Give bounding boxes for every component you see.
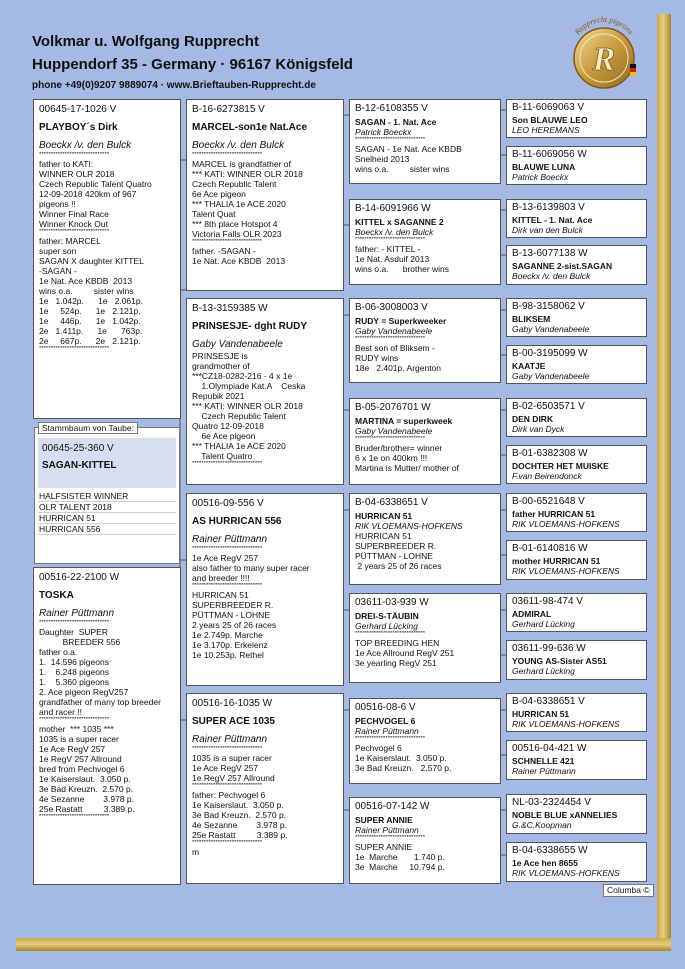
columba-credit: Columba © <box>603 884 654 897</box>
subject-info-line: HURRICAN 51 <box>38 513 176 524</box>
pedigree-card-gen3[interactable] <box>349 493 501 585</box>
ring-number: B-04-6338651 V <box>355 497 428 508</box>
pigeon-name: YOUNG AS-Sister AS51 <box>512 656 607 666</box>
pigeon-name: AS HURRICAN 556 <box>192 516 282 527</box>
pigeon-name: father HURRICAN 51 <box>512 509 596 519</box>
ring-number: 03611-99-636 W <box>512 643 586 654</box>
ring-number: B-02-6503571 V <box>512 401 585 412</box>
ring-number: 00516-07-142 W <box>355 801 430 812</box>
pigeon-name: mother HURRICAN 51 <box>512 556 601 566</box>
breeder-address: Huppendorf 35 - Germany · 96167 Königsfeld <box>32 56 353 73</box>
separator: ****************************** <box>355 736 426 742</box>
separator: ****************************** <box>192 746 263 752</box>
pedigree-card-gen2[interactable] <box>186 99 344 291</box>
pigeon-name: PECHVOGEL 6 <box>355 716 416 726</box>
ring-number: B-00-3195099 W <box>512 348 588 359</box>
pigeon-name: KITTEL x SAGANNE 2 <box>355 217 444 227</box>
pedigree-card-mother[interactable] <box>33 567 181 885</box>
ring-number: 00516-08-6 V <box>355 702 416 713</box>
pedigree-card-gen2[interactable] <box>186 693 344 884</box>
pigeon-name: SAGAN - 1. Nat. Ace <box>355 117 437 127</box>
separator: ****************************** <box>192 461 263 467</box>
subject-info-line: OLR TALENT 2018 <box>38 502 176 513</box>
pedigree-card-gen3[interactable] <box>349 298 501 383</box>
separator: ****************************** <box>39 346 110 352</box>
breeder: Rainer Püttmann <box>39 608 115 619</box>
pedigree-card-gen4[interactable] <box>506 445 647 484</box>
ring-number: B-05-2076701 W <box>355 402 431 413</box>
breeder: Patrick Boeckx <box>355 127 412 137</box>
pigeon-info: MARCEL is grandfather of *** KATI: WINNER OLR 2018 Czech Republic Talent 6e Ace pigeon *** THALIA 1e ACE 2020 Talent Quat *** 8th place Hotspot 4 Victoria Falls OLR 2023 <box>192 159 303 239</box>
ring-number: 00516-16-1035 W <box>192 698 273 709</box>
ring-number: B-04-6338655 W <box>512 845 588 856</box>
pigeon-name: SUPER ANNIE <box>355 815 413 825</box>
pigeon-info-2: father: MARCEL super son SAGAN X daughter KITTEL -SAGAN - 1e Nat. Ace KBDB 2013 wins o.a. sister wins 1e 1.042p. 1e 2.061p. 1e 524p. 1e 2.121p. 1e 446p. 1e 1.042p. 2e 1.411p. 1e 763p. 2e 667p. 2e 2.121p. <box>39 236 144 346</box>
ring-number: 00516-04-421 W <box>512 743 587 754</box>
pigeon-info-3: m <box>192 847 200 857</box>
pigeon-info: HURRICAN 51 SUPERBREEDER R. PÜTTMAN - LOHNE 2 years 25 of 26 races <box>355 531 442 571</box>
pedigree-card-gen4[interactable] <box>506 593 647 632</box>
pigeon-info: father: - KITTEL - 1e Nat. Asduif 2013 wins o.a. brother wins <box>355 244 450 274</box>
separator: ****************************** <box>355 336 426 342</box>
pigeon-info: PRINSESJE is grandmother of ***CZ18-0282-216 - 4 x 1e 1.Olympiade Kat.A Ceska Repubik 2021 *** KATI: WINNER OLR 2018 Czech Republic Talent Quatro 12-09-2018 6e Ace pigeon *** THALIA 1e ACE 2020 Talent Quatro <box>192 351 306 461</box>
pedigree-card-gen4[interactable] <box>506 345 647 384</box>
pigeon-info: Best son of Bliksem - RUDY wins 18e 2.401p. Argenton <box>355 343 442 373</box>
pedigree-card-gen4[interactable] <box>506 693 647 732</box>
pedigree-card-gen3[interactable] <box>349 199 501 285</box>
ring-number: B-12-6108355 V <box>355 103 428 114</box>
pedigree-card-gen4[interactable] <box>506 794 647 834</box>
breeder-contact: phone +49(0)9207 9889074 · www.Brieftauben-Rupprecht.de <box>32 80 316 91</box>
breeder: Gerhard Lücking <box>355 621 418 631</box>
pigeon-info: 1e Ace RegV 257 also father to many super racer and breeder !!!! <box>192 553 310 583</box>
pigeon-name: PRINSESJE- dght RUDY <box>192 321 308 332</box>
pigeon-name: NOBLE BLUE xANNELIES <box>512 810 618 820</box>
pedigree-card-gen4[interactable] <box>506 199 647 238</box>
pigeon-name: 1e Ace hen 8655 <box>512 858 578 868</box>
separator: ****************************** <box>192 783 263 789</box>
breeder: Gerhard Lücking <box>512 619 575 629</box>
pigeon-name: TOSKA <box>39 590 74 601</box>
breeder: Rainer Püttmann <box>192 534 268 545</box>
breeder: Rainer Püttmann <box>355 825 419 835</box>
breeder: Dirk van den Bulck <box>512 225 583 235</box>
ring-number: B-01-6140816 W <box>512 543 588 554</box>
ring-number: 03611-03-939 W <box>355 597 429 608</box>
pigeon-info-2: HURRICAN 51 SUPERBREEDER R. PÜTTMAN - LOHNE 2 years 25 of 26 races 1e 2.749p. Marche 1e 3.170p. Erkelenz 1e 10.253p. Rethel <box>192 590 277 660</box>
breeder: Boeckx /v. den Bulck <box>512 271 591 281</box>
pedigree-card-gen4[interactable] <box>506 99 647 138</box>
pigeon-name: SAGANNE 2-sist.SAGAN <box>512 261 613 271</box>
breeder: F.van Beirendonck <box>512 471 582 481</box>
pedigree-card-gen3[interactable] <box>349 797 501 884</box>
pigeon-info: Daughter SUPER BREEDER 556 father o.a. 1. 14.596 pigeons 1. 6.248 pigeons 1. 5.360 pigeons 2. Ace pigeon RegV257 grandfather of many top breeder and racer !! <box>39 627 161 717</box>
pigeon-name: PLAYBOY´s Dirk <box>39 122 118 133</box>
separator: ****************************** <box>355 137 426 143</box>
pedigree-card-gen3[interactable] <box>349 99 501 184</box>
separator: ****************************** <box>39 152 110 158</box>
pedigree-card-gen4[interactable] <box>506 640 647 680</box>
breeder: Rainer Püttmann <box>355 726 419 736</box>
breeder: Gerhard Lücking <box>512 666 575 676</box>
ring-number: B-14-6091966 W <box>355 203 431 214</box>
pigeon-info: SUPER ANNIE 1e Marche 1.740 p. 3e Marche 10.794 p. <box>355 842 445 872</box>
subject-info-line: HALFSISTER WINNER <box>38 491 176 502</box>
ring-number: B-16-6273815 V <box>192 104 265 115</box>
pigeon-name: RUDY = Superkweeker <box>355 316 447 326</box>
pedigree-card-gen4[interactable] <box>506 540 647 580</box>
pigeon-info: SAGAN - 1e Nat. Ace KBDB Snelheid 2013 wins o.a. sister wins <box>355 144 462 174</box>
breeder: Boeckx /v. den Bulck <box>39 140 132 151</box>
ring-number: B-13-3159385 W <box>192 303 268 314</box>
pigeon-info-2: father: Pechvogel 6 1e Kaiserslaut. 3.050 p. 3e Bad Kreuzn. 2.570 p. 4e Sezanne 3.978 p. 25e Rastatt 3.389 p. <box>192 790 288 840</box>
separator: ****************************** <box>192 152 263 158</box>
breeder: Dirk van Dyck <box>512 424 565 434</box>
pedigree-card-gen4[interactable] <box>506 493 647 532</box>
ring-number: B-06-3008003 V <box>355 302 428 313</box>
breeder-name: Volkmar u. Wolfgang Rupprecht <box>32 33 259 50</box>
pigeon-name: BLAUWE LUNA <box>512 162 576 172</box>
ring-number: NL-03-2324454 V <box>512 797 591 808</box>
pedigree-card-gen3[interactable] <box>349 398 501 485</box>
breeder: Gaby Vandenabeele <box>355 426 433 436</box>
ring-number: 00516-09-556 V <box>192 498 264 509</box>
svg-text:R: R <box>592 41 616 78</box>
pigeon-name: KAATJE <box>512 361 546 371</box>
breeder: Gaby Vandenabeele <box>355 326 433 336</box>
breeder: RIK VLOEMANS-HOFKENS <box>512 719 620 729</box>
pigeon-info: Pechvogel 6 1e Kaiserslaut. 3.050 p. 3e Bad Kreuzn. 2.570 p. <box>355 743 452 773</box>
separator: ****************************** <box>192 840 263 846</box>
separator: ****************************** <box>355 237 426 243</box>
ring-number: 00645-17-1026 V <box>39 104 117 115</box>
separator: ****************************** <box>192 583 263 589</box>
pedigree-card-gen4[interactable] <box>506 146 647 185</box>
breeder: Rainer Püttmann <box>192 734 268 745</box>
separator: ****************************** <box>355 835 426 841</box>
pedigree-card-gen4[interactable] <box>506 245 647 285</box>
subject-name: SAGAN-KITTEL <box>42 460 117 471</box>
subject-pigeon-panel[interactable] <box>34 427 180 564</box>
ring-number: B-11-6069056 W <box>512 149 587 160</box>
pedigree-card-gen2[interactable] <box>186 298 344 485</box>
pigeon-name: BLIKSEM <box>512 314 551 324</box>
separator: ****************************** <box>192 239 263 245</box>
rupprecht-logo <box>558 8 650 100</box>
separator: ****************************** <box>39 620 110 626</box>
ring-number: B-98-3158062 V <box>512 301 585 312</box>
pedigree-card-father[interactable] <box>33 99 181 419</box>
pedigree-card-gen4[interactable] <box>506 398 647 437</box>
breeder: Gaby Vandenabeele <box>512 324 590 334</box>
pedigree-card-gen4[interactable] <box>506 842 647 882</box>
pedigree-card-gen2[interactable] <box>186 493 344 686</box>
pigeon-name: SUPER ACE 1035 <box>192 716 275 727</box>
separator: ****************************** <box>192 546 263 552</box>
separator: ****************************** <box>39 717 110 723</box>
ring-number: B-11-6069063 V <box>512 102 585 113</box>
pigeon-name: DOCHTER HET MUISKE <box>512 461 609 471</box>
pigeon-name: DEN DIRK <box>512 414 554 424</box>
breeder: RIK VLOEMANS-HOFKENS <box>355 521 463 531</box>
pigeon-name: DREI-S-TÄUBIN <box>355 611 419 621</box>
breeder: Gaby Vandenabeele <box>192 339 283 350</box>
pigeon-name: HURRICAN 51 <box>355 511 413 521</box>
breeder: RIK VLOEMANS-HOFKENS <box>512 519 620 529</box>
pigeon-name: SCHNELLE 421 <box>512 756 575 766</box>
breeder: LEO HEREMANS <box>512 125 580 135</box>
pigeon-name: MARTINA = superkweek <box>355 416 453 426</box>
pigeon-info-2: father. -SAGAN - 1e Nat. Ace KBDB 2013 <box>192 246 286 266</box>
separator: ****************************** <box>39 229 110 235</box>
pedigree-card-gen3[interactable] <box>349 698 501 784</box>
subject-info-line: HURRICAN 556 <box>38 524 176 535</box>
stammbaum-label: Stammbaum von Taube: <box>38 422 138 434</box>
pigeon-name: HURRICAN 51 <box>512 709 570 719</box>
breeder: RIK VLOEMANS-HOFKENS <box>512 868 620 878</box>
pigeon-info: father to KATI: WINNER OLR 2018 Czech Republic Talent Quatro 12-09-2018 420km of 967 pigeons !! Winner Final Race Winner Knock Out <box>39 159 152 229</box>
separator: ****************************** <box>39 814 110 820</box>
breeder: Rainer Püttmann <box>512 766 576 776</box>
ring-number: B-13-6077138 W <box>512 248 588 259</box>
pedigree-card-gen4[interactable] <box>506 740 647 780</box>
ring-number: B-04-6338651 V <box>512 696 585 707</box>
breeder: Gaby Vandenabeele <box>512 371 590 381</box>
ring-number: B-13-6139803 V <box>512 202 585 213</box>
pigeon-name: Son BLAUWE LEO <box>512 115 588 125</box>
breeder: G.&C.Koopman <box>512 820 572 830</box>
svg-text:Rupprecht pigeons: Rupprecht pigeons <box>572 14 636 37</box>
separator: ****************************** <box>355 631 426 637</box>
breeder: Boeckx /v. den Bulck <box>192 140 285 151</box>
breeder: RIK VLOEMANS-HOFKENS <box>512 566 620 576</box>
ring-number: 00516-22-2100 W <box>39 572 120 583</box>
ring-number: B-01-6382308 W <box>512 448 588 459</box>
breeder: Patrick Boeckx <box>512 172 569 182</box>
ring-number: B-00-6521648 V <box>512 496 585 507</box>
breeder: Boeckx /v. den Bulck <box>355 227 434 237</box>
pigeon-info: TOP BREEDING HEN 1e Ace Allround RegV 251 3e yearling RegV 251 <box>355 638 455 668</box>
pedigree-card-gen4[interactable] <box>506 298 647 337</box>
pigeon-info: 1035 is a super racer 1e Ace RegV 257 1e RegV 257 Allround <box>192 753 275 783</box>
pigeon-name: ADMIRAL <box>512 609 552 619</box>
ring-number: 03611-98-474 V <box>512 596 583 607</box>
pigeon-info-2: mother *** 1035 *** 1035 is a super racer 1e Ace RegV 257 1e RegV 257 Allround bred from Pechvogel 6 1e Kaiserslaut. 3.050 p. 3e Bad Kreuzn. 2.570 p. 4e Sezanne 3.978 p. 25e Rastatt 3.389 p. <box>39 724 135 814</box>
pigeon-name: KITTEL - 1. Nat. Ace <box>512 215 593 225</box>
pigeon-name: MARCEL-son1e Nat.Ace <box>192 122 308 133</box>
pigeon-info: Bruder/brother= winner 6 x 1e on 400km !!! Martina is Mutter/ mother of <box>355 443 459 473</box>
pedigree-card-gen3[interactable] <box>349 593 501 683</box>
separator: ****************************** <box>355 436 426 442</box>
subject-ring-number: 00645-25-360 V <box>42 443 114 454</box>
